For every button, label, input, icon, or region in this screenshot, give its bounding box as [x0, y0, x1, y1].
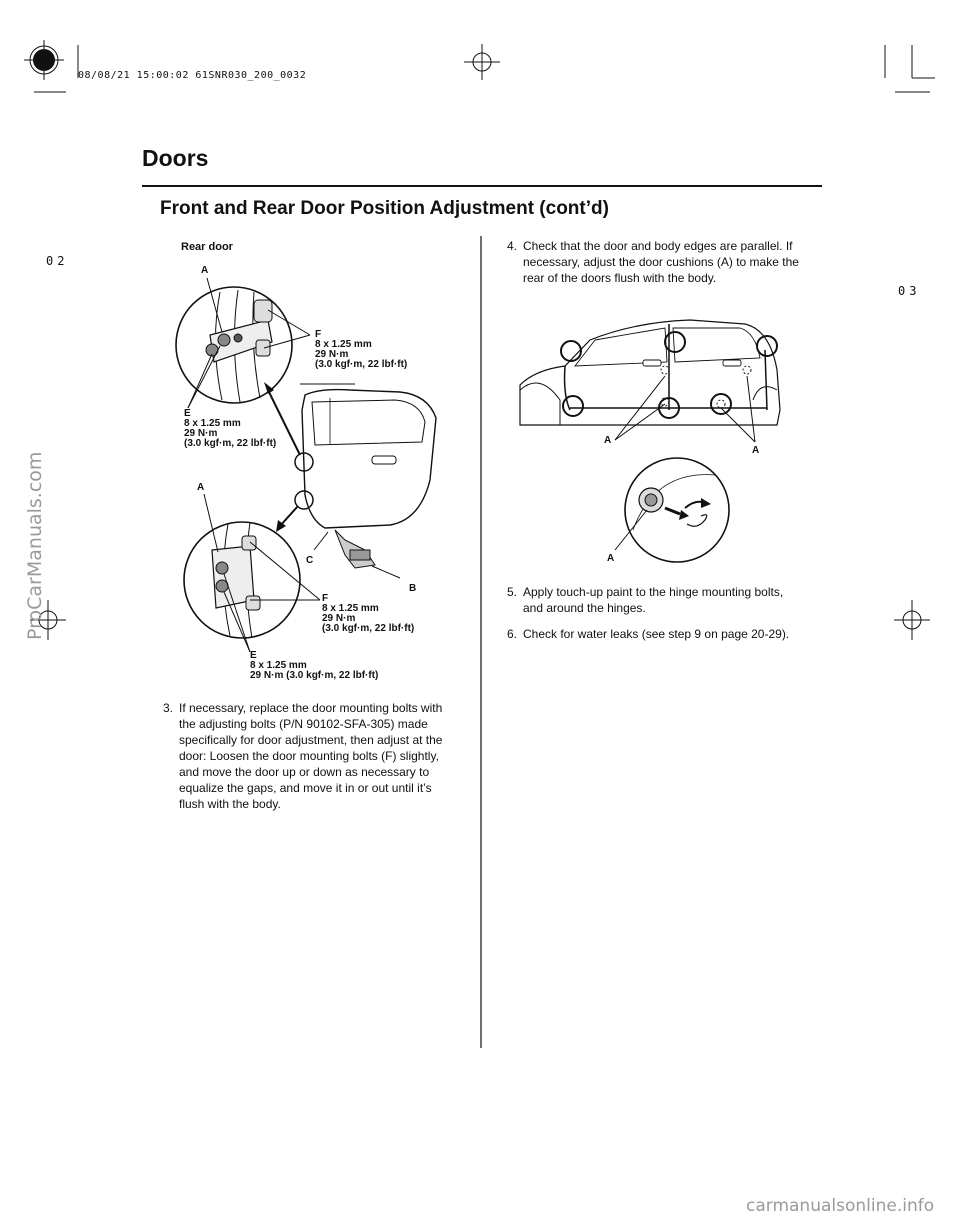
label-f-top-torque: 29 N·m: [315, 349, 349, 360]
step-5-line-2: and around the hinges.: [523, 601, 646, 615]
lower-hinge-detail: [184, 522, 300, 638]
print-stamp: 08/08/21 15:00:02 61SNR030_200_0032: [78, 70, 307, 81]
label-e-top-letter: E: [184, 408, 191, 419]
label-c: C: [306, 555, 314, 566]
label-cushion-a-left: A: [604, 435, 612, 446]
rear-door-hinge-illustration: [150, 250, 480, 690]
label-f-bottom-letter: F: [322, 593, 329, 604]
step-4-line-1: Check that the door and body edges are parallel. If: [523, 239, 793, 253]
car-side-cushion-illustration: [515, 300, 785, 575]
step-3-line-2: the adjusting bolts (P/N 90102-SFA-305) made: [179, 717, 428, 731]
page-mark-left: 02: [46, 254, 69, 268]
figure-caption-rear-door: Rear door: [181, 241, 233, 253]
label-e-bottom: [250, 651, 378, 681]
label-f-bottom: [322, 594, 414, 634]
side-watermark: ProCarManuals.com: [24, 451, 46, 640]
label-f-top-letter: F: [315, 329, 322, 340]
label-cushion-a-right: A: [752, 445, 760, 456]
step-6-line-1: Check for water leaks (see step 9 on page 20-29).: [523, 627, 790, 641]
step-3-line-3: specifically for door adjustment, then adjust at the: [179, 733, 443, 747]
label-f-bottom-size: 8 x 1.25 mm: [322, 603, 379, 614]
step-4: [507, 238, 827, 288]
label-e-top-torque-alt: (3.0 kgf·m, 22 lbf·ft): [184, 438, 277, 449]
label-f-bottom-torque: 29 N·m: [322, 613, 356, 624]
step-4-number: 4.: [507, 239, 518, 253]
label-e-top-torque: 29 N·m: [184, 428, 218, 439]
label-e-bottom-letter: E: [250, 650, 257, 661]
step-5: [507, 584, 827, 618]
crosshair-right-icon: [894, 600, 930, 640]
step-3-number: 3.: [163, 701, 174, 715]
step-3-line-6: equalize the gaps, and move it in or out until it’s: [179, 781, 432, 795]
step-6-number: 6.: [507, 627, 518, 641]
label-b: B: [409, 583, 417, 594]
step-5-line-1: Apply touch-up paint to the hinge mounting bolts,: [523, 585, 784, 599]
registration-target-icon: [24, 40, 64, 80]
section-subtitle: Front and Rear Door Position Adjustment (cont’d): [160, 198, 609, 219]
page-mark-right: 03: [898, 284, 921, 298]
footer-watermark: carmanualsonline.info: [746, 1196, 935, 1216]
step-3-line-7: flush with the body.: [179, 797, 281, 811]
label-f-bottom-torque-alt: (3.0 kgf·m, 22 lbf·ft): [322, 623, 415, 634]
label-f-top: [315, 330, 407, 370]
step-3-line-1: If necessary, replace the door mounting bolts with: [179, 701, 443, 715]
door-cushion-detail: [625, 458, 729, 562]
label-a-bottom: A: [197, 482, 205, 493]
step-6: [507, 626, 827, 644]
rear-door-outline: [295, 384, 436, 568]
label-f-top-torque-alt: (3.0 kgf·m, 22 lbf·ft): [315, 359, 408, 370]
page-title: Doors: [142, 145, 209, 171]
label-e-bottom-torque: 29 N·m (3.0 kgf·m, 22 lbf·ft): [250, 670, 379, 681]
step-5-number: 5.: [507, 585, 518, 599]
step-3-line-4: door: Loosen the door mounting bolts (F) slightly,: [179, 749, 439, 763]
step-4-line-3: rear of the doors flush with the body.: [523, 271, 717, 285]
label-e-top: [184, 409, 276, 449]
car-body-outline: [520, 320, 780, 425]
crosshair-icon: [464, 44, 500, 80]
label-f-top-size: 8 x 1.25 mm: [315, 339, 372, 350]
label-cushion-a-detail: A: [607, 553, 615, 564]
step-3: [163, 700, 473, 820]
label-e-top-size: 8 x 1.25 mm: [184, 418, 241, 429]
step-3-line-5: and move the door up or down as necessary to: [179, 765, 430, 779]
label-a-top: A: [201, 265, 209, 276]
step-4-line-2: necessary, adjust the door cushions (A) to make the: [523, 255, 799, 269]
label-e-bottom-size: 8 x 1.25 mm: [250, 660, 307, 671]
